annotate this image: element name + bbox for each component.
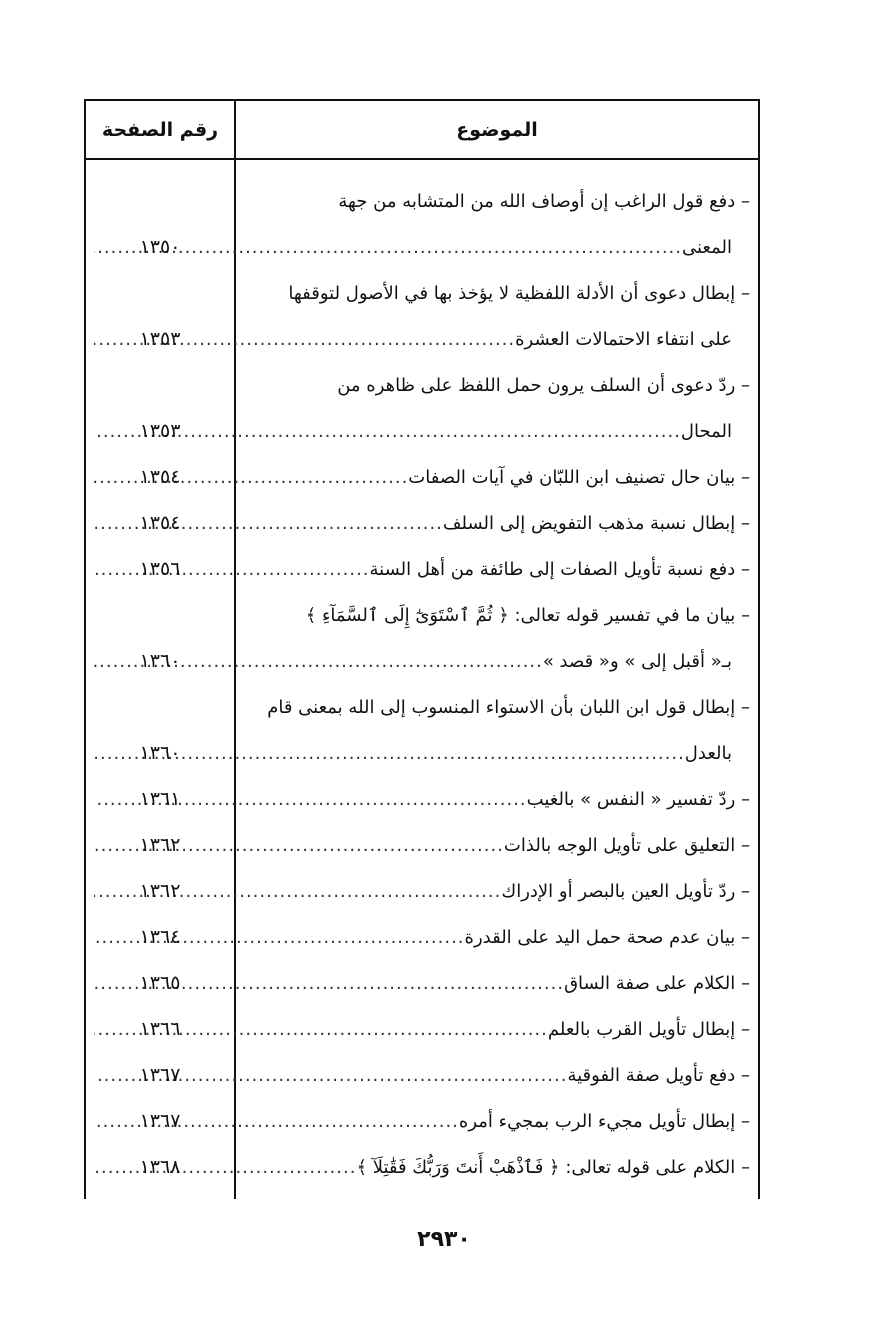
- toc-entry-text: – بيان حال تصنيف ابن اللبّان في آيات الصفات: [408, 466, 750, 488]
- toc-entry-text: – بيان عدم صحة حمل اليد على القدرة: [464, 926, 750, 948]
- toc-entry-text: على انتفاء الاحتمالات العشرة: [515, 328, 732, 350]
- toc-entry-page: ١٣٥٣: [139, 420, 181, 442]
- toc-entry-text: – دفع تأويل صفة الفوقية: [567, 1064, 750, 1086]
- toc-entry-text: – إبطال تأويل مجيء الرب بمجيء أمره: [458, 1110, 750, 1132]
- toc-entry: [86, 684, 758, 776]
- toc-entry-line: [86, 178, 758, 224]
- toc-entry-text: – دفع نسبة تأويل الصفات إلى طائفة من أهل السنة: [369, 558, 750, 580]
- toc-entry: [86, 362, 758, 454]
- toc-entry-text: – بيان ما في تفسير قوله تعالى: ﴿ ثُمَّ ٱسْتَوَىٰٓ إِلَى ٱلسَّمَآءِ ﴾: [305, 604, 750, 626]
- toc-entry-line: [86, 684, 758, 730]
- toc-entry-text: – التعليق على تأويل الوجه بالذات: [503, 834, 750, 856]
- toc-entry-page: ١٣٦٠: [139, 650, 181, 672]
- header-page-number: رقم الصفحة: [101, 118, 219, 141]
- toc-entry-page: ١٣٦٧: [139, 1064, 181, 1086]
- toc-entry-page: ١٣٦١: [139, 788, 181, 810]
- toc-entry-page: ١٣٦٥: [139, 972, 181, 994]
- table-of-contents: [84, 99, 760, 1199]
- toc-entry-line: [86, 362, 758, 408]
- toc-entry: [86, 592, 758, 684]
- toc-entry-line: [86, 592, 758, 638]
- toc-entry-text: – الكلام على قوله تعالى: ﴿ فَٱذْهَبْ أَنتَ وَرَبُّكَ فَقَٰتِلَآ ﴾: [356, 1156, 750, 1178]
- toc-entry: [86, 500, 758, 546]
- toc-entry: [86, 1006, 758, 1052]
- toc-entry: [86, 914, 758, 960]
- toc-entry-page: ١٣٦٧: [139, 1110, 181, 1132]
- toc-entry-page: ١٣٦٢: [139, 880, 181, 902]
- toc-entry: [86, 270, 758, 362]
- toc-entry-page: ١٣٦٦: [139, 1018, 181, 1040]
- toc-entry-text: – الكلام على صفة الساق: [564, 972, 750, 994]
- toc-entry: [86, 178, 758, 270]
- toc-entry-page: ١٣٥٤: [139, 512, 181, 534]
- toc-entries: [86, 160, 758, 1199]
- toc-entry: [86, 454, 758, 500]
- toc-entry-line: [86, 270, 758, 316]
- toc-entry-page: ١٣٦٨: [139, 1156, 181, 1178]
- toc-entry-text: – ردّ تأويل العين بالبصر أو الإدراك: [501, 880, 750, 902]
- toc-entry-page: ١٣٦٠: [139, 742, 181, 764]
- toc-entry: [86, 1144, 758, 1190]
- toc-entry-page: ١٣٦٤: [139, 926, 181, 948]
- toc-entry-text: بـ« أقبل إلى » و« قصد »: [542, 650, 732, 672]
- toc-entry: [86, 1052, 758, 1098]
- toc-entry-text: – إبطال تأويل القرب بالعلم: [547, 1018, 750, 1040]
- toc-entry: [86, 960, 758, 1006]
- table-header: [86, 101, 758, 160]
- header-topic: الموضوع: [456, 118, 538, 141]
- toc-entry: [86, 822, 758, 868]
- toc-entry-text: – ردّ دعوى أن السلف يرون حمل اللفظ على ظاهره من: [337, 374, 750, 396]
- toc-entry-page: ١٣٥٤: [139, 466, 181, 488]
- toc-entry-text: – ردّ تفسير « النفس » بالغيب: [526, 788, 750, 810]
- page-number: ٢٩٣٠: [417, 1227, 471, 1252]
- toc-entry: [86, 868, 758, 914]
- toc-entry-page: ١٣٥٦: [139, 558, 181, 580]
- toc-entry: [86, 776, 758, 822]
- toc-entry-text: – إبطال نسبة مذهب التفويض إلى السلف: [442, 512, 750, 534]
- toc-entry-text: المعنى: [681, 236, 732, 258]
- toc-entry-text: – دفع قول الراغب إن أوصاف الله من المتشابه من جهة: [338, 190, 750, 212]
- toc-entry: [86, 1098, 758, 1144]
- toc-entry-text: المحال: [680, 420, 732, 442]
- toc-entry-text: – إبطال دعوى أن الأدلة اللفظية لا يؤخذ بها في الأصول لتوقفها: [288, 282, 750, 304]
- toc-entry-text: – إبطال قول ابن اللبان بأن الاستواء المنسوب إلى الله بمعنى قام: [267, 696, 750, 718]
- toc-entry-page: ١٣٥٠: [139, 236, 181, 258]
- toc-entry: [86, 546, 758, 592]
- toc-entry-page: ١٣٦٢: [139, 834, 181, 856]
- toc-entry-page: ١٣٥٣: [139, 328, 181, 350]
- toc-entry-text: بالعدل: [684, 742, 732, 764]
